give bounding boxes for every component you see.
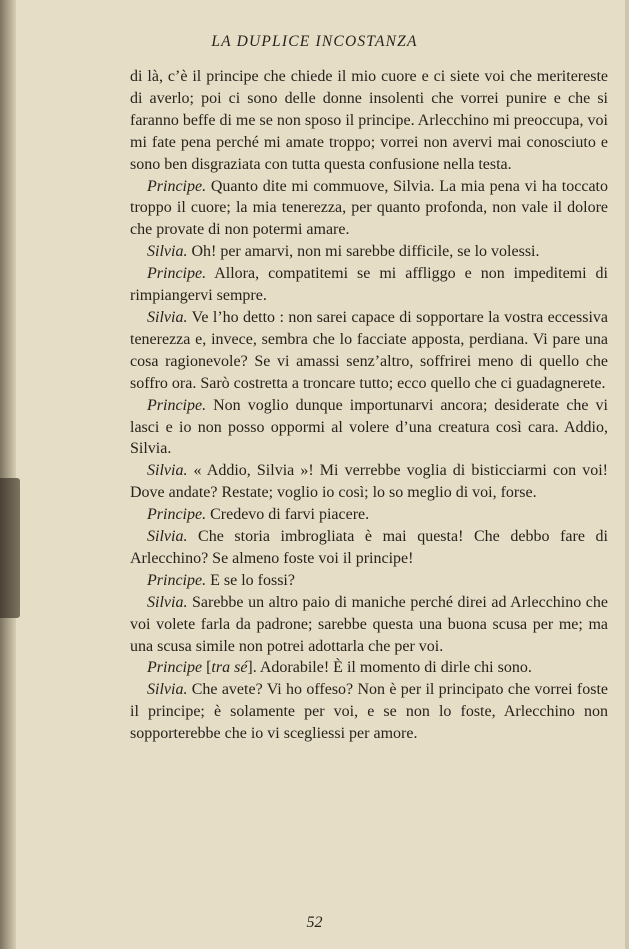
line-text: « Addio, Silvia »! Mi verrebbe voglia di bisticciarmi con voi! Dove andate? Restate; voglio io così; lo so meglio di voi, forse. <box>130 462 608 502</box>
line-text: Che avete? Vi ho offeso? Non è per il principato che vorrei foste il principe; è solamente per voi, e se non lo foste, Arlecchino non sopporterebbe che io vi scegliessi per amore. <box>130 681 608 743</box>
dialogue-line <box>130 679 608 745</box>
dialogue-line: Principe [tra sé]. Adorabile! È il momento di dirle chi sono. <box>147 659 532 677</box>
dialogue-line <box>130 526 608 570</box>
line-text: E se lo fossi? <box>206 571 295 589</box>
speaker-name: Principe. <box>147 396 207 414</box>
dialogue-line <box>130 307 608 395</box>
speaker-name: Principe. <box>147 571 207 589</box>
speaker-name: Principe. <box>147 177 207 195</box>
running-head: LA DUPLICE INCOSTANZA <box>211 33 418 50</box>
paragraph-continuation <box>130 66 608 176</box>
line-text: Quanto dite mi commuove, Silvia. La mia pena vi ha toccato troppo il cuore; la mia tenerezza, per quanto profonda, non vale il dolore che provate di non potermi amare. <box>130 177 608 239</box>
speaker-name: Silvia. <box>147 462 188 480</box>
line-text: Allora, compatitemi se mi affliggo e non impeditemi di rimpiangervi sempre. <box>130 265 608 305</box>
speaker-name: Principe. <box>147 265 207 283</box>
page-edge <box>625 0 629 949</box>
speaker-name: Silvia. <box>147 528 188 546</box>
dialogue-text <box>130 66 608 745</box>
binding-tab <box>0 478 20 618</box>
book-spine-shadow <box>0 0 16 949</box>
speaker-name: Silvia. <box>147 308 188 326</box>
stage-direction: tra sé <box>211 659 248 677</box>
paragraph-text: di là, c’è il principe che chiede il mio cuore e ci siete voi che meritereste di averlo; poi ci sono delle donne insolenti che vorrei punire e che si faranno beffe di me se non sposo il principe. Arlecchino mi preoccupa, voi mi fate pena perché mi amate troppo; vorrei non avervi mai conosciuto e sono ben disgraziata con tutta questa confusione nella testa. <box>130 68 608 173</box>
dialogue-line <box>130 395 608 461</box>
line-text: Non voglio dunque importunarvi ancora; desiderate che vi lasci e io non posso oppormi al volere d’una creatura così cara. Addio, Silvia. <box>130 396 608 458</box>
dialogue-line <box>130 263 608 307</box>
line-text: Oh! per amarvi, non mi sarebbe difficile, se lo volessi. <box>187 243 540 261</box>
line-text: Credevo di farvi piacere. <box>206 506 370 524</box>
speaker-name: Silvia. <box>147 593 188 611</box>
dialogue-line <box>130 570 608 592</box>
line-text: Sarebbe un altro paio di maniche perché direi ad Arlecchino che voi volete farla da padrone; sarebbe questa una buona scusa per me; ma una scusa simile non potrei adottarla che per voi. <box>130 593 608 655</box>
dialogue-line <box>130 241 608 263</box>
line-text: . Adorabile! È il momento di dirle chi sono. <box>252 659 532 677</box>
dialogue-line <box>130 504 608 526</box>
dialogue-line <box>130 592 608 658</box>
line-text: Che storia imbrogliata è mai questa! Che debbo fare di Arlecchino? Se almeno foste voi il principe! <box>130 528 608 567</box>
line-text: Ve l’ho detto : non sarei capace di sopportare la vostra eccessiva tenerezza e, invece, sembra che lo facciate apposta, perdiana. Vi pare una cosa ragionevole? Se vi amassi senz’altro, soffrirei meno di quello che soffro ora. Sarò costretta a troncare tutto; ecco quello che ci guadagnerete. <box>130 308 608 392</box>
speaker-name: Silvia. <box>147 243 188 261</box>
dialogue-line <box>130 460 608 504</box>
dialogue-line <box>130 176 608 242</box>
page-number: 52 <box>306 914 323 931</box>
speaker-name: Principe. <box>147 506 207 524</box>
speaker-name: Principe <box>147 659 203 677</box>
speaker-name: Silvia. <box>147 681 188 699</box>
